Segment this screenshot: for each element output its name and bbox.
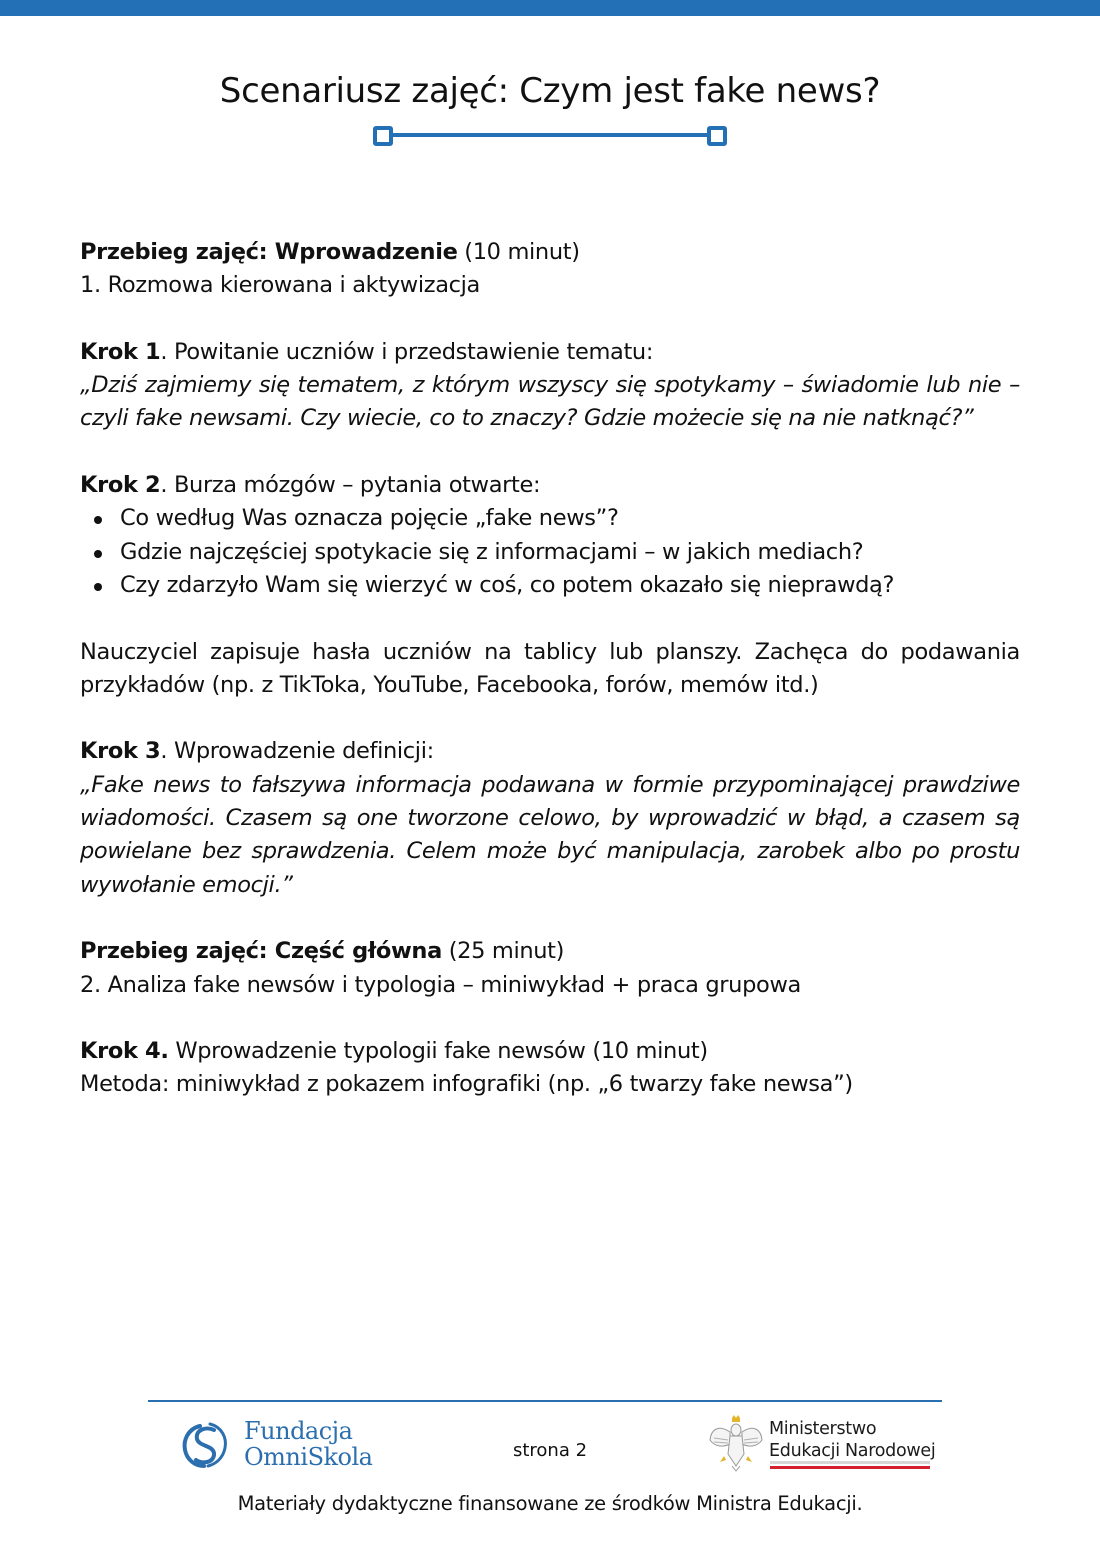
page-number: strona 2 [512, 1440, 588, 1461]
intro-subheading: 1. Rozmowa kierowana i aktywizacja [80, 272, 480, 299]
step1-text: . Powitanie uczniów i przedstawienie tematu: [160, 338, 654, 365]
intro-heading-bold: Przebieg zajęć: Wprowadzenie [80, 239, 458, 265]
teacher-note: Nauczyciel zapisuje hasła uczniów na tablicy lub planszy. Zachęca do podawania przykładów (np. z TikToka, YouTube, Facebooka, forów, memów itd.) [80, 638, 1020, 698]
ministry-line2: Edukacji Narodowej [769, 1441, 936, 1461]
ministry-logo [708, 1414, 948, 1474]
flag-stripe-white [770, 1461, 930, 1464]
step1-line [80, 336, 1020, 369]
document-body [80, 236, 1020, 1102]
omniskola-line2: OmniSkola [244, 1443, 373, 1471]
top-accent-bar [0, 0, 1100, 16]
omniskola-logo-text [244, 1418, 372, 1470]
divider-node-right [707, 126, 727, 146]
brainstorm-questions [80, 502, 1020, 602]
step2-label: Krok 2 [80, 472, 161, 499]
funding-note: Materiały dydaktyczne finansowane ze środków Ministra Edukacji. [237, 1492, 863, 1515]
intro-heading [80, 236, 1020, 269]
main-heading [80, 935, 1020, 968]
step3-label: Krok 3 [80, 738, 161, 765]
divider-node-left [373, 126, 393, 146]
polish-eagle-emblem-icon [708, 1414, 764, 1472]
ministry-logo-text [769, 1418, 935, 1462]
list-item: Gdzie najczęściej spotykacie się z informacjami – w jakich mediach? [120, 536, 1020, 569]
intro-heading-duration: (10 minut) [457, 239, 580, 265]
step1-label: Krok 1 [80, 338, 161, 365]
document-title: Scenariusz zajęć: Czym jest fake news? [219, 70, 881, 111]
divider-line [383, 133, 717, 137]
step4-method: Metoda: miniwykład z pokazem infografiki (np. „6 twarzy fake newsa”) [80, 1071, 853, 1098]
step4-text: Wprowadzenie typologii fake newsów (10 minut) [168, 1038, 708, 1065]
step4-line [80, 1035, 1020, 1068]
list-item: Czy zdarzyło Wam się wierzyć w coś, co potem okazało się nieprawdą? [120, 569, 1020, 602]
main-heading-duration: (25 minut) [441, 938, 565, 965]
definition-quote: „Fake news to fałszywa informacja podawana w formie przypominającej prawdziwe wiadomości. Czasem są one tworzone celowo, by wprowadzić w błąd, a czasem są powielane bez sprawdzenia. Celem może być manipulacja, zarobek albo po prostu wywołanie emocji.” [80, 771, 1020, 898]
list-item: Co według Was oznacza pojęcie „fake news”? [120, 502, 1020, 535]
title-divider [373, 124, 727, 146]
flag-stripe-red [770, 1466, 930, 1469]
step3-line [80, 735, 1020, 768]
ministry-line1: Ministerstwo [769, 1419, 877, 1439]
omniskola-line1: Fundacja [244, 1417, 353, 1445]
step2-line [80, 469, 1020, 502]
step3-text: . Wprowadzenie definicji: [160, 738, 434, 765]
step2-text: . Burza mózgów – pytania otwarte: [160, 472, 541, 499]
omniskola-s-mark-icon [180, 1420, 230, 1470]
omniskola-logo [180, 1418, 380, 1474]
main-subheading: 2. Analiza fake newsów i typologia – miniwykład + praca grupowa [80, 971, 801, 998]
step4-label: Krok 4. [80, 1038, 169, 1065]
step1-quote: „Dziś zajmiemy się tematem, z którym wszyscy się spotykamy – świadomie lub nie – czyli fake newsami. Czy wiecie, co to znaczy? Gdzie możecie się na nie natknąć?” [80, 372, 1020, 432]
footer-divider [148, 1400, 942, 1402]
main-heading-bold: Przebieg zajęć: Część główna [80, 938, 442, 965]
